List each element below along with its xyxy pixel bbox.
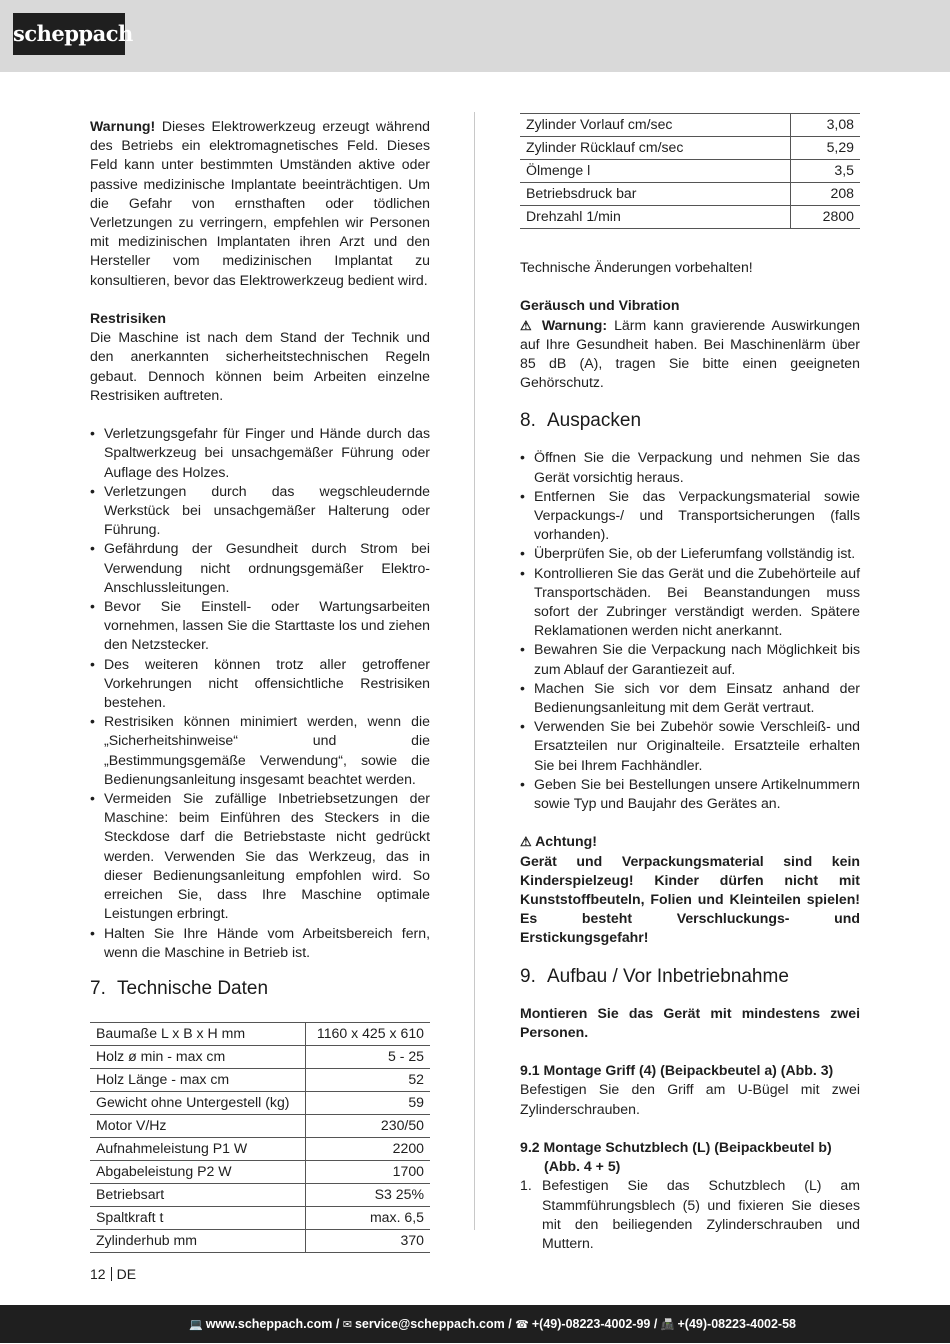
footer-contact-bar: 💻 www.scheppach.com / ✉ service@scheppach.com / ☎ +(49)-08223-4002-99 / 📠 +(49)-08223-4002-58: [0, 1305, 950, 1343]
section-8-heading: 8. Auspacken: [520, 410, 642, 432]
warning-text: Dieses Elektrowerkzeug erzeugt während des Betriebs ein elektromagnetisches Feld. Dieses Feld kann unter bestimmten Umständen aktive oder passive medizinische Implantate beeinträchtigen. Um die Gefahr von ernsthaften oder tödlichen Verletzungen zu verringern, empfehlen wir Personen mit medizinischen Implantaten ihren Arzt und den Hersteller vom medizinischen Implantat zu konsultieren, bevor das Elektrowerkzeug bedient wird.: [90, 118, 430, 288]
tech-note: Technische Änderungen vorbehalten!: [520, 259, 753, 275]
table-row: Baumaße L x B x H mm 1160 x 425 x 610: [90, 1022, 430, 1045]
list-item: • Überprüfen Sie, ob der Lieferumfang vollständig ist.: [520, 544, 860, 563]
table-row: Zylinder Rücklauf cm/sec 5,29: [520, 137, 860, 160]
table-row: Zylinderhub mm 370: [90, 1229, 430, 1252]
list-item: • Öffnen Sie die Verpackung und nehmen Sie das Gerät vorsichtig heraus.: [520, 448, 860, 486]
list-item: • Entfernen Sie das Verpackungsmaterial sowie Verpackungs-/ und Transportsicherungen (falls vorhanden).: [520, 487, 860, 545]
fax-number: +(49)-08223-4002-58: [677, 1317, 796, 1331]
auspacken-list: [520, 448, 860, 813]
computer-icon: 💻: [188, 1319, 203, 1331]
spec-table-left: [90, 1022, 430, 1253]
table-row: Abgabeleistung P2 W 1700: [90, 1160, 430, 1183]
table-row: Motor V/Hz 230/50: [90, 1114, 430, 1137]
attention-text: Gerät und Verpackungsmaterial sind kein Kinderspielzeug! Kinder dürfen nicht mit Kunststoffbeuteln, Folien und Kleinteilen spielen! Es besteht Verschluckungs- und Erstickungsgefahr!: [520, 852, 860, 946]
table-row: Drehzahl 1/min 2800: [520, 206, 860, 229]
phone-icon: ☎: [515, 1319, 529, 1331]
restrisiken-list: [90, 424, 430, 962]
web-link[interactable]: www.scheppach.com: [205, 1317, 333, 1331]
list-item: • Verletzungsgefahr für Finger und Hände durch das Spaltwerkzeug bei unsachgemäßer Führung oder Auflage des Holzes.: [90, 424, 430, 482]
table-row: Gewicht ohne Untergestell (kg) 59: [90, 1091, 430, 1114]
list-item: • Gefährdung der Gesundheit durch Strom bei Verwendung nicht ordnungsgemäßer Elektro-Anschlussleitungen.: [90, 539, 430, 597]
table-row: Holz Länge - max cm 52: [90, 1068, 430, 1091]
list-item: • Bewahren Sie die Verpackung nach Möglichkeit bis zum Ablauf der Garantiezeit auf.: [520, 640, 860, 678]
warning-triangle-icon: ⚠: [520, 834, 532, 850]
page-number: 12 DE: [90, 1266, 137, 1282]
noise-warning: ⚠ Warnung: Lärm kann gravierende Auswirkungen auf Ihre Gesundheit haben. Bei Maschinenlärm über 85 dB (A), tragen Sie bitte einen geeigneten Gehörschutz.: [520, 316, 861, 391]
list-item: • Geben Sie bei Bestellungen unsere Artikelnummern sowie Typ und Baujahr des Gerätes an.: [520, 775, 860, 813]
table-row: Holz ø min - max cm 5 - 25: [90, 1045, 430, 1068]
warning-label: Warnung!: [90, 118, 156, 134]
section-9-2-title-cont: (Abb. 4 + 5): [544, 1158, 621, 1175]
header-band: [0, 0, 950, 72]
list-item: • Des weiteren können trotz aller getroffener Vorkehrungen nicht offensichtliche Restrisiken bestehen.: [90, 655, 430, 713]
list-item: • Verletzungen durch das wegschleudernde Werkstück bei unsachgemäßer Halterung oder Führung.: [90, 482, 430, 540]
table-row: Spaltkraft t max. 6,5: [90, 1206, 430, 1229]
step-number: 1.: [520, 1177, 532, 1194]
table-row: Betriebsart S3 25%: [90, 1183, 430, 1206]
noise-title: Geräusch und Vibration: [520, 297, 680, 314]
section-9-1-title: 9.1 Montage Griff (4) (Beipackbeutel a) (Abb. 3): [520, 1062, 834, 1079]
restrisiken-text: Die Maschine ist nach dem Stand der Technik und den anerkannten sicherheitstechnischen Regeln gebaut. Dennoch können beim Arbeiten einzelne Restrisiken auftreten.: [90, 329, 430, 403]
attention-label: ⚠ Achtung!: [520, 833, 597, 850]
emf-warning: [90, 117, 430, 290]
phone-number: +(49)-08223-4002-99: [531, 1317, 651, 1331]
list-item: • Kontrollieren Sie das Gerät und die Zubehörteile auf Transportschäden. Bei Beanstandungen muss sofort der Zubringer verständigt werden. Spätere Reklamationen werden nicht anerkannt.: [520, 564, 860, 641]
spec-table-right: [520, 113, 860, 229]
section-7-heading: 7. Technische Daten: [90, 977, 269, 999]
list-item: • Halten Sie Ihre Hände vom Arbeitsbereich fern, wenn die Maschine in Betrieb ist.: [90, 924, 430, 962]
warning-triangle-icon: ⚠: [520, 317, 535, 333]
table-row: Zylinder Vorlauf cm/sec 3,08: [520, 114, 860, 137]
table-row: Betriebsdruck bar 208: [520, 183, 860, 206]
table-row: Aufnahmeleistung P1 W 2200: [90, 1137, 430, 1160]
fax-icon: 📠: [660, 1319, 675, 1331]
list-item: • Verwenden Sie bei Zubehör sowie Verschleiß- und Ersatzteilen nur Originalteile. Ersatzteile erhalten Sie bei Ihrem Fachhändler.: [520, 717, 860, 775]
section-9-2-title: 9.2 Montage Schutzblech (L) (Beipackbeutel b): [520, 1139, 832, 1156]
left-column: [90, 117, 430, 1253]
step-text: Befestigen Sie das Schutzblech (L) am Stammführungsblech (5) und fixieren Sie dieses mit den beiliegenden Zylinderschrauben und Muttern.: [542, 1177, 860, 1252]
mount-note: Montieren Sie das Gerät mit mindestens zwei Personen.: [520, 1004, 860, 1040]
column-divider: [474, 112, 475, 1230]
list-item: • Bevor Sie Einstell- oder Wartungsarbeiten vornehmen, lassen Sie die Starttaste los und ziehen den Netzstecker.: [90, 597, 430, 655]
email-link[interactable]: service@scheppach.com: [354, 1317, 505, 1331]
brand-logo: scheppach: [13, 13, 125, 55]
mail-icon: ✉: [342, 1319, 352, 1331]
list-item: • Restrisiken können minimiert werden, wenn die „Sicherheitshinweise“ und die „Bestimmungsgemäße Verwendung“, sowie die Bedienungsanleitung insgesamt beachtet werden.: [90, 712, 430, 789]
list-item: • Vermeiden Sie zufällige Inbetriebsetzungen der Maschine: beim Einführen des Steckers in die Steckdose darf die Betriebstaste nicht gedrückt werden. Verwenden Sie das Werkzeug, das in dieser Bedienungsanleitung empfohlen wird. So erreichen Sie, dass Ihre Maschine optimale Leistungen erbringt.: [90, 789, 430, 923]
numbered-step: [520, 1176, 860, 1253]
list-item: • Machen Sie sich vor dem Einsatz anhand der Bedienungsanleitung mit dem Gerät vertraut.: [520, 679, 860, 717]
restrisiken-title: Restrisiken: [90, 310, 166, 327]
section-9-1-text: Befestigen Sie den Griff am U-Bügel mit zwei Zylinderschrauben.: [520, 1081, 860, 1117]
right-column: [520, 113, 860, 1253]
section-9-heading: 9. Aufbau / Vor Inbetriebnahme: [520, 965, 789, 987]
table-row: Ölmenge l 3,5: [520, 160, 860, 183]
